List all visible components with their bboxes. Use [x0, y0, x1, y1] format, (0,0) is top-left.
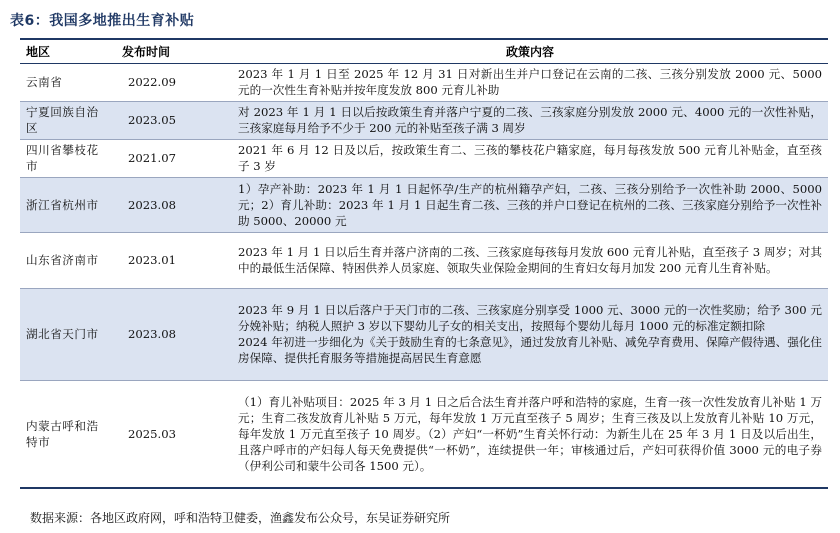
subsidy-table: [20, 38, 828, 489]
region-cell: 内蒙古呼和浩特市: [20, 380, 116, 488]
region-cell: 湖北省天门市: [20, 288, 116, 380]
date-cell: 2023.08: [116, 288, 232, 380]
table-row: [20, 101, 828, 139]
table-row: [20, 232, 828, 288]
table-row: [20, 139, 828, 177]
header-date: 发布时间: [116, 39, 232, 63]
date-cell: 2023.01: [116, 232, 232, 288]
region-cell: 四川省攀枝花市: [20, 139, 116, 177]
region-cell: 宁夏回族自治区: [20, 101, 116, 139]
policy-cell: 2023 年 9 月 1 日以后落户于天门市的二孩、三孩家庭分别享受 1000 元、3000 元的一次性奖励；给予 300 元分娩补贴；纳税人照护 3 岁以下婴幼儿子女的相关支出，按照每个婴幼儿每月 1000 元的标准定额扣除 2024 年初进一步细化为《关于鼓励生育的七条意见》，通过发放育儿补贴、减免孕育费用、保障产假待遇、强化住房保障、提供托育服务等措施提高居民生育意愿: [232, 288, 828, 380]
table-row: [20, 380, 828, 488]
table-row: [20, 63, 828, 101]
header-policy: 政策内容: [232, 39, 828, 63]
policy-cell: 2021 年 6 月 12 日及以后，按政策生育二、三孩的攀枝花户籍家庭，每月每孩发放 500 元育儿补贴金，直至孩子 3 岁: [232, 139, 828, 177]
date-cell: 2023.08: [116, 177, 232, 232]
header-region: 地区: [20, 39, 116, 63]
region-cell: 山东省济南市: [20, 232, 116, 288]
region-cell: 云南省: [20, 63, 116, 101]
date-cell: 2021.07: [116, 139, 232, 177]
policy-cell: 1）孕产补助：2023 年 1 月 1 日起怀孕/生产的杭州籍孕产妇，二孩、三孩分别给予一次性补助 2000、5000 元；2）育儿补助：2023 年 1 月 1 日起生育二孩、三孩的并户口登记在杭州的二孩、三孩家庭分别给予一次性补助 5000、20000 元: [232, 177, 828, 232]
source-note: 数据来源：各地区政府网，呼和浩特卫健委，渔鑫发布公众号，东吴证券研究所: [30, 511, 451, 525]
region-cell: 浙江省杭州市: [20, 177, 116, 232]
table-row: [20, 177, 828, 232]
policy-cell: （1）育儿补贴项目：2025 年 3 月 1 日之后合法生育并落户呼和浩特的家庭，生育一孩一次性发放育儿补贴 1 万元；生育二孩发放育儿补贴 5 万元，每年发放 1 万元直至孩子 5 周岁；生育三孩及以上发放育儿补贴 10 万元，每年发放 1 万元直至孩子 10 周岁。（2）产妇“一杯奶”生育关怀行动：为新生儿在 25 年 3 月 1 日及以后出生，且落户呼市的产妇每人每天免费提供“一杯奶”，连续提供一年；审核通过后，产妇可获得价值 3000 元的电子券（伊利公司和蒙牛公司各 1500 元）。: [232, 380, 828, 488]
date-cell: 2022.09: [116, 63, 232, 101]
policy-cell: 2023 年 1 月 1 日以后生育并落户济南的二孩、三孩家庭每孩每月发放 600 元育儿补贴，直至孩子 3 周岁；对其中的最低生活保障、特困供养人员家庭、领取失业保险金期间的生育妇女每月加发 200 元育儿生育补贴。: [232, 232, 828, 288]
table-row: [20, 288, 828, 380]
date-cell: 2023.05: [116, 101, 232, 139]
policy-cell: 对 2023 年 1 月 1 日以后按政策生育并落户宁夏的二孩、三孩家庭分别发放 2000 元、4000 元的一次性补贴，三孩家庭每月给予不少于 200 元的补贴至孩子满 3 周岁: [232, 101, 828, 139]
table-title: 表6：我国多地推出生育补贴: [10, 13, 195, 29]
date-cell: 2025.03: [116, 380, 232, 488]
table-header-row: [20, 39, 828, 63]
policy-cell: 2023 年 1 月 1 日至 2025 年 12 月 31 日对新出生并户口登记在云南的二孩、三孩分别发放 2000 元、5000 元的一次性生育补贴并按年度发放 800 元育儿补助: [232, 63, 828, 101]
